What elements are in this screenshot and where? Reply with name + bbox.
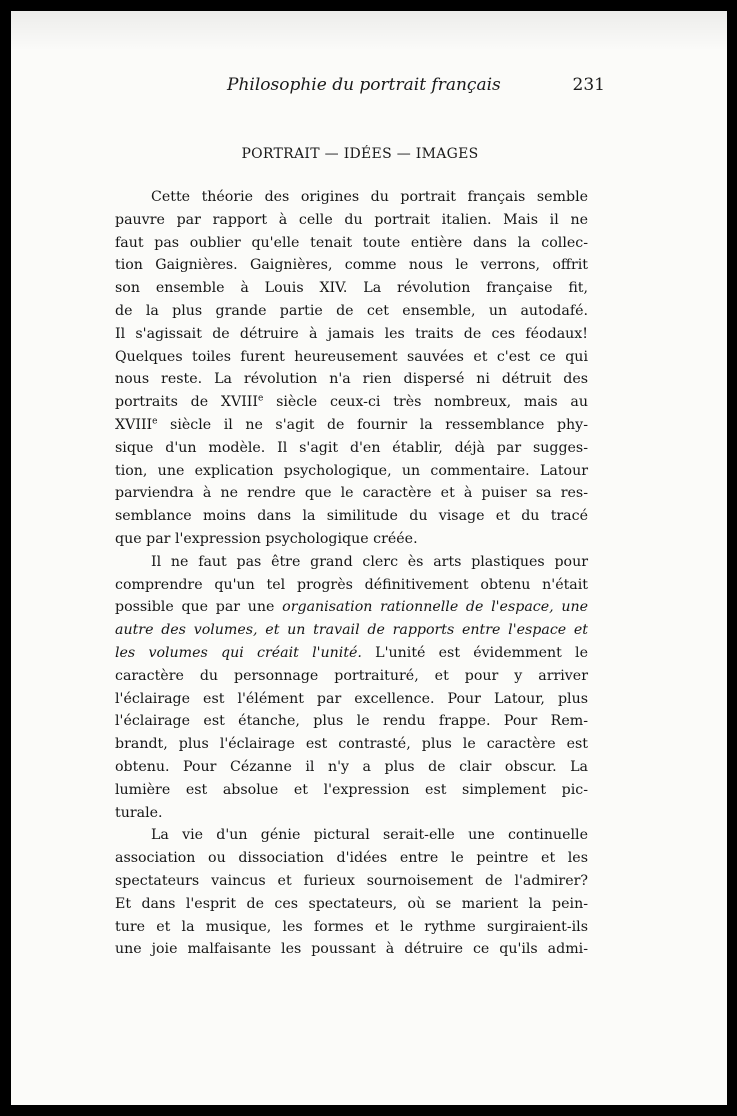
text-line: de la plus grande partie de cet ensemble, un autodafé. [115, 302, 588, 319]
text-line: turale. [115, 804, 163, 821]
running-title: Philosophie du portrait français [227, 75, 501, 95]
text-line: pauvre par rapport à celle du portrait italien. Mais il ne [115, 211, 588, 228]
text-run: siècle il ne s'agit de fournir la ressemblance phy- [157, 416, 588, 433]
text-line: spectateurs vaincus et furieux sournoisement de l'admirer? [115, 872, 588, 889]
text-line: comprendre qu'un tel progrès définitivement obtenu n'était [115, 576, 588, 593]
text-line: Et dans l'esprit de ces spectateurs, où se marient la pein- [115, 895, 588, 912]
text-run: possible que par une [115, 599, 283, 616]
text-run: XVIII [115, 416, 153, 433]
emphasis-text: organisation rationnelle de l'espace, une [282, 599, 588, 616]
text-line: nous reste. La révolution n'a rien dispersé ni détruit des [115, 371, 588, 388]
text-line: sique d'un modèle. Il s'agit d'en établir, déjà par sugges- [115, 439, 588, 456]
text-run: siècle ceux-ci très nombreux, mais au [263, 394, 588, 411]
text-line: brandt, plus l'éclairage est contrasté, plus le caractère est [115, 736, 588, 753]
scan-shadow [11, 11, 727, 51]
text-line [115, 619, 588, 642]
book-page [11, 11, 727, 1105]
text-line: Il s'agissait de détruire à jamais les traits de ces féodaux! [115, 325, 588, 342]
text-line [115, 391, 588, 414]
emphasis-text: les volumes qui créait l'unité. [115, 644, 362, 661]
text-line [115, 642, 588, 665]
text-line: que par l'expression psychologique créée. [115, 530, 418, 547]
running-head [115, 75, 605, 101]
text-line: association ou dissociation d'idées entre le peintre et les [115, 850, 588, 867]
section-heading: PORTRAIT — IDÉES — IMAGES [241, 146, 479, 162]
text-run: portraits de XVIII [115, 394, 259, 411]
text-line: faut pas oublier qu'elle tenait toute entière dans la collec- [115, 234, 588, 251]
text-line: Quelques toiles furent heureusement sauvées et c'est ce qui [115, 348, 588, 365]
text-line [115, 596, 588, 619]
page-number: 231 [572, 75, 605, 95]
text-line: ture et la musique, les formes et le rythme surgiraient-ils [115, 918, 588, 935]
text-line: caractère du personnage portraituré, et pour y arriver [115, 667, 588, 684]
text-run: L'unité est évidemment le [361, 644, 588, 661]
text-line: tion Gaignières. Gaignières, comme nous le verrons, offrit [115, 257, 588, 274]
text-line: l'éclairage est l'élément par excellence. Pour Latour, plus [115, 690, 588, 707]
text-line: l'éclairage est étanche, plus le rendu frappe. Pour Rem- [115, 713, 588, 730]
text-line: obtenu. Pour Cézanne il n'y a plus de clair obscur. La [115, 758, 588, 775]
superscript: e [152, 416, 158, 427]
text-line [115, 414, 588, 437]
text-line: lumière est absolue et l'expression est simplement pic- [115, 781, 588, 798]
text-line: une joie malfaisante les poussant à détruire ce qu'ils admi- [115, 941, 588, 958]
text-line: La vie d'un génie pictural serait-elle une continuelle [151, 827, 588, 844]
text-line: Cette théorie des origines du portrait français semble [151, 189, 588, 205]
superscript: e [258, 393, 264, 404]
text-line: parviendra à ne rendre que le caractère et à puiser sa res- [115, 485, 588, 502]
emphasis-text: autre des volumes, et un travail de rapports entre l'espace et [115, 622, 588, 639]
text-line: son ensemble à Louis XIV. La révolution française fit, [115, 280, 588, 297]
text-line: semblance moins dans la similitude du visage et du tracé [115, 508, 588, 525]
body-text [115, 186, 588, 961]
text-line: tion, une explication psychologique, un commentaire. Latour [115, 462, 588, 479]
text-line: Il ne faut pas être grand clerc ès arts plastiques pour [151, 553, 588, 570]
